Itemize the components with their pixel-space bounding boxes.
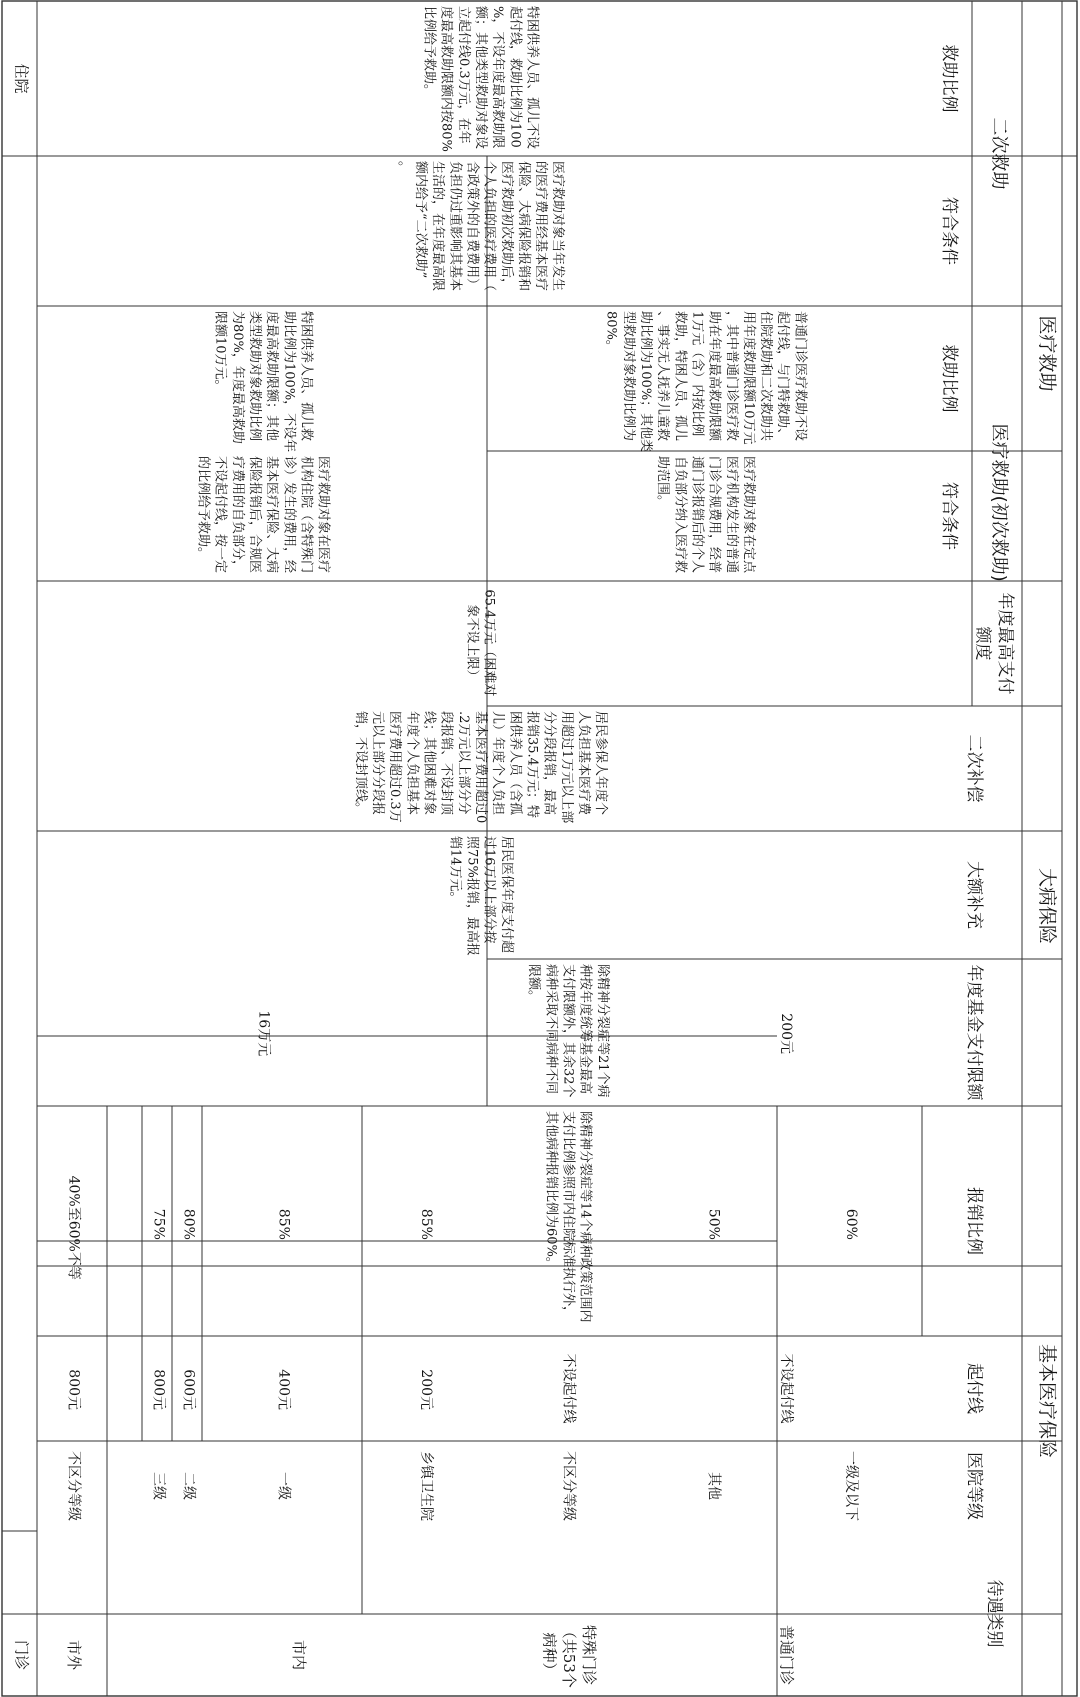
row-special-outpatient-text: 特殊门诊（共53个病种） [540,1623,598,1688]
level-township-text: 乡镇卫生院 [417,1451,434,1521]
header-deductible-text: 起付线 [963,1363,984,1414]
row-out-city [65,1640,83,1671]
ratio-level-2-text: 80% [180,1208,197,1240]
fund-limit-inpatient-text: 16万元 [255,1010,272,1057]
annual-max-payment-text: 65.4万元（困难对象不设上限） [464,589,497,697]
level-2 [180,1472,196,1500]
secondary-eligibility [396,161,566,291]
level-1-below [843,1451,859,1521]
ratio-level-1-below [843,1209,859,1240]
row-general-outpatient-text: 普通门诊 [777,1625,796,1686]
header-secondary-compensation [964,735,984,803]
level-no-distinction-outpatient-text: 不区分等级 [560,1451,577,1521]
row-in-city-text: 市内 [290,1640,309,1671]
ratio-level-3 [150,1209,166,1240]
deductible-township-text: 200元 [417,1369,434,1411]
row-in-city [290,1640,308,1670]
deductible-level-3-text: 800元 [150,1369,167,1411]
outpatient-ratio [604,311,809,452]
ratio-level-1 [275,1209,291,1240]
deductible-out-city [65,1369,81,1410]
header-eligibility-secondary [939,197,959,265]
header-large-supplement-text: 大额补充 [963,861,984,929]
ratio-out-city [65,1176,81,1280]
level-1-text: 一级 [275,1472,292,1500]
ratio-special-text: 除精神分裂症等14个病种政策范围内支付比例参照市内住院标准执行外，其他病种报销比例为60%。 [543,1111,593,1323]
header-eligibility-initial-text: 符合条件 [938,482,959,550]
group-critical-insurance [1036,868,1058,944]
header-hospital-level [964,1452,984,1520]
outpatient-eligibility [655,456,757,574]
level-1 [275,1472,291,1500]
outpatient-eligibility-text: 医疗救助对象在定点医疗机构发生的普通门诊合规费用，经普通门诊报销后的个人自负部分纳入医疗救助范围。 [655,456,756,574]
header-ratio-initial [939,345,959,413]
deductible-general [778,1354,795,1424]
group-initial-assistance [989,424,1010,582]
fund-limit-general [778,1013,794,1054]
level-3 [150,1472,166,1500]
level-3-text: 三级 [150,1472,167,1500]
group-critical-insurance-text: 大病保险 [1035,868,1058,945]
ratio-level-1-below-text: 60% [842,1208,859,1240]
header-large-supplement [964,861,984,929]
deductible-level-1 [275,1369,291,1410]
ratio-special [543,1111,593,1323]
inpatient-ratio-text: 特困供养人员、孤儿救助比例为100%，不设年度最高救助限额；其他类型救助对象救助比例为80%，年度最高救助限额10万元。 [212,311,314,453]
ratio-level-2 [180,1209,196,1240]
deductible-special-text: 不设起付线 [560,1353,577,1424]
group-medical-assistance-text: 医疗救助 [1035,315,1058,392]
secondary-ratio [422,6,541,152]
annual-max-payment [465,589,498,696]
level-no-distinction-inpatient-text: 不区分等级 [65,1451,82,1521]
header-eligibility-initial [939,482,959,550]
group-secondary-assistance-text: 二次救助 [988,117,1010,190]
header-annual-max-payment [973,593,1017,695]
header-annual-fund-limit-text: 年度基金支付限额 [963,964,984,1101]
row-special-outpatient [540,1624,598,1688]
group-medical-assistance [1036,316,1058,392]
deductible-township [418,1369,434,1410]
fund-limit-inpatient [255,1010,271,1056]
header-annual-max-payment-text: 年度最高支付额度 [972,592,1015,695]
fund-limit-general-text: 200元 [777,1013,794,1055]
deductible-level-2-text: 600元 [180,1369,197,1411]
header-secondary-compensation-text: 二次补偿 [963,734,984,803]
outpatient-ratio-text: 普通门诊医疗救助不设起付线，与门特救助、住院救助和二次救助共用年度救助限额10万元，其中普通门诊医疗救助在年度最高救助限额1万元（含）内按比例救助，特困人员、孤儿、事实无人抚养儿童救助比例为100%；其他类型救助对象救助比例为80%。 [603,311,808,453]
ratio-township [418,1209,434,1240]
header-treatment-type [984,1580,1004,1648]
ratio-level-3-text: 75% [150,1208,167,1240]
level-2-text: 二级 [180,1472,197,1500]
ratio-township-text: 85% [417,1208,434,1240]
header-annual-fund-limit [964,965,985,1102]
rowgroup-inpatient [13,64,31,94]
secondary-compensation [353,711,609,823]
header-ratio-initial-text: 救助比例 [938,344,959,413]
ratio-other-text: 50% [705,1208,722,1240]
ratio-level-1-text: 85% [275,1208,292,1240]
large-supplement [447,836,515,956]
deductible-special [560,1354,577,1424]
header-ratio-secondary-text: 救助比例 [938,44,959,113]
level-no-distinction-outpatient [560,1451,576,1521]
ratio-out-city-text: 40%至60%不等 [65,1175,82,1280]
group-basic-insurance-text: 基本医疗保险 [1035,1344,1058,1459]
deductible-level-1-text: 400元 [275,1369,292,1411]
rowgroup-inpatient-text: 住院 [12,63,31,94]
secondary-compensation-text: 居民参保人年度个人负担基本医疗费用超过1万元以上部分分段报销，最高报销35.4万元；特困供养人员（含孤儿）年度个人负担基本医疗费用超过0.2万元以上部分分段报销、不设封顶线；其他困难对象年度个人负担基本医疗费用超过0.3万元以上部分分段报销，不设封顶线。 [352,711,609,824]
deductible-level-2 [180,1369,196,1410]
fund-limit-special [526,964,611,1098]
fund-limit-special-text: 除精神分裂症等21个病种按年度统筹基金最高支付限额外，其余32个病种采取不同病种不同限额。 [526,964,610,1098]
level-no-distinction-inpatient [65,1451,81,1521]
inpatient-ratio [213,311,315,452]
level-township [418,1451,435,1521]
level-other [705,1472,721,1500]
header-treatment-type-text: 待遇类别 [983,1579,1004,1648]
level-other-text: 其他 [705,1472,722,1500]
header-deductible [964,1363,984,1414]
inpatient-eligibility [196,456,332,573]
group-secondary-assistance [989,118,1010,190]
header-ratio-secondary [939,45,959,113]
inpatient-eligibility-text: 医疗救助对象在医疗机构住院（含特殊门诊）发生的费用，经基本医疗保险、大病保险报销后，合规医疗费用的自负部分，不设起付线，按一定的比例给予救助。 [195,456,331,574]
deductible-out-city-text: 800元 [65,1369,82,1411]
ratio-other [705,1209,721,1240]
header-reimbursement-ratio [964,1187,984,1255]
rowgroup-outpatient-text: 门诊 [12,1640,31,1671]
rowgroup-outpatient [13,1640,31,1670]
secondary-ratio-text: 特困供养人员、孤儿不设起付线，救助比例为100%，不设年度最高救助限额；其他类型救助对象设立起付线0.3万元，在年度最高救助限额内按80%比例给予救助。 [421,6,540,152]
deductible-level-3 [150,1369,166,1410]
header-eligibility-secondary-text: 符合条件 [938,197,959,265]
row-general-outpatient [778,1625,796,1685]
large-supplement-text: 居民医保年度支付超过16万以上部分按照75%报销，最高报销14万元。 [447,836,514,956]
row-out-city-text: 市外 [65,1640,84,1671]
deductible-general-text: 不设起付线 [777,1353,794,1424]
secondary-eligibility-text: 医疗救助对象当年发生的医疗费用经基本医疗保险、大病保险报销和医疗救助初次救助后，个人负担的医疗费用（含政策外的自费费用）负担仍过重影响其基本生活的，在年度最高限额内给予“二次救助”。 [395,161,566,292]
group-initial-assistance-text: 医疗救助(初次救助) [988,423,1010,582]
group-basic-insurance [1036,1344,1058,1458]
header-reimbursement-ratio-text: 报销比例 [963,1187,984,1255]
level-1-below-text: 一级及以下 [842,1451,859,1521]
header-hospital-level-text: 医院等级 [963,1452,984,1520]
